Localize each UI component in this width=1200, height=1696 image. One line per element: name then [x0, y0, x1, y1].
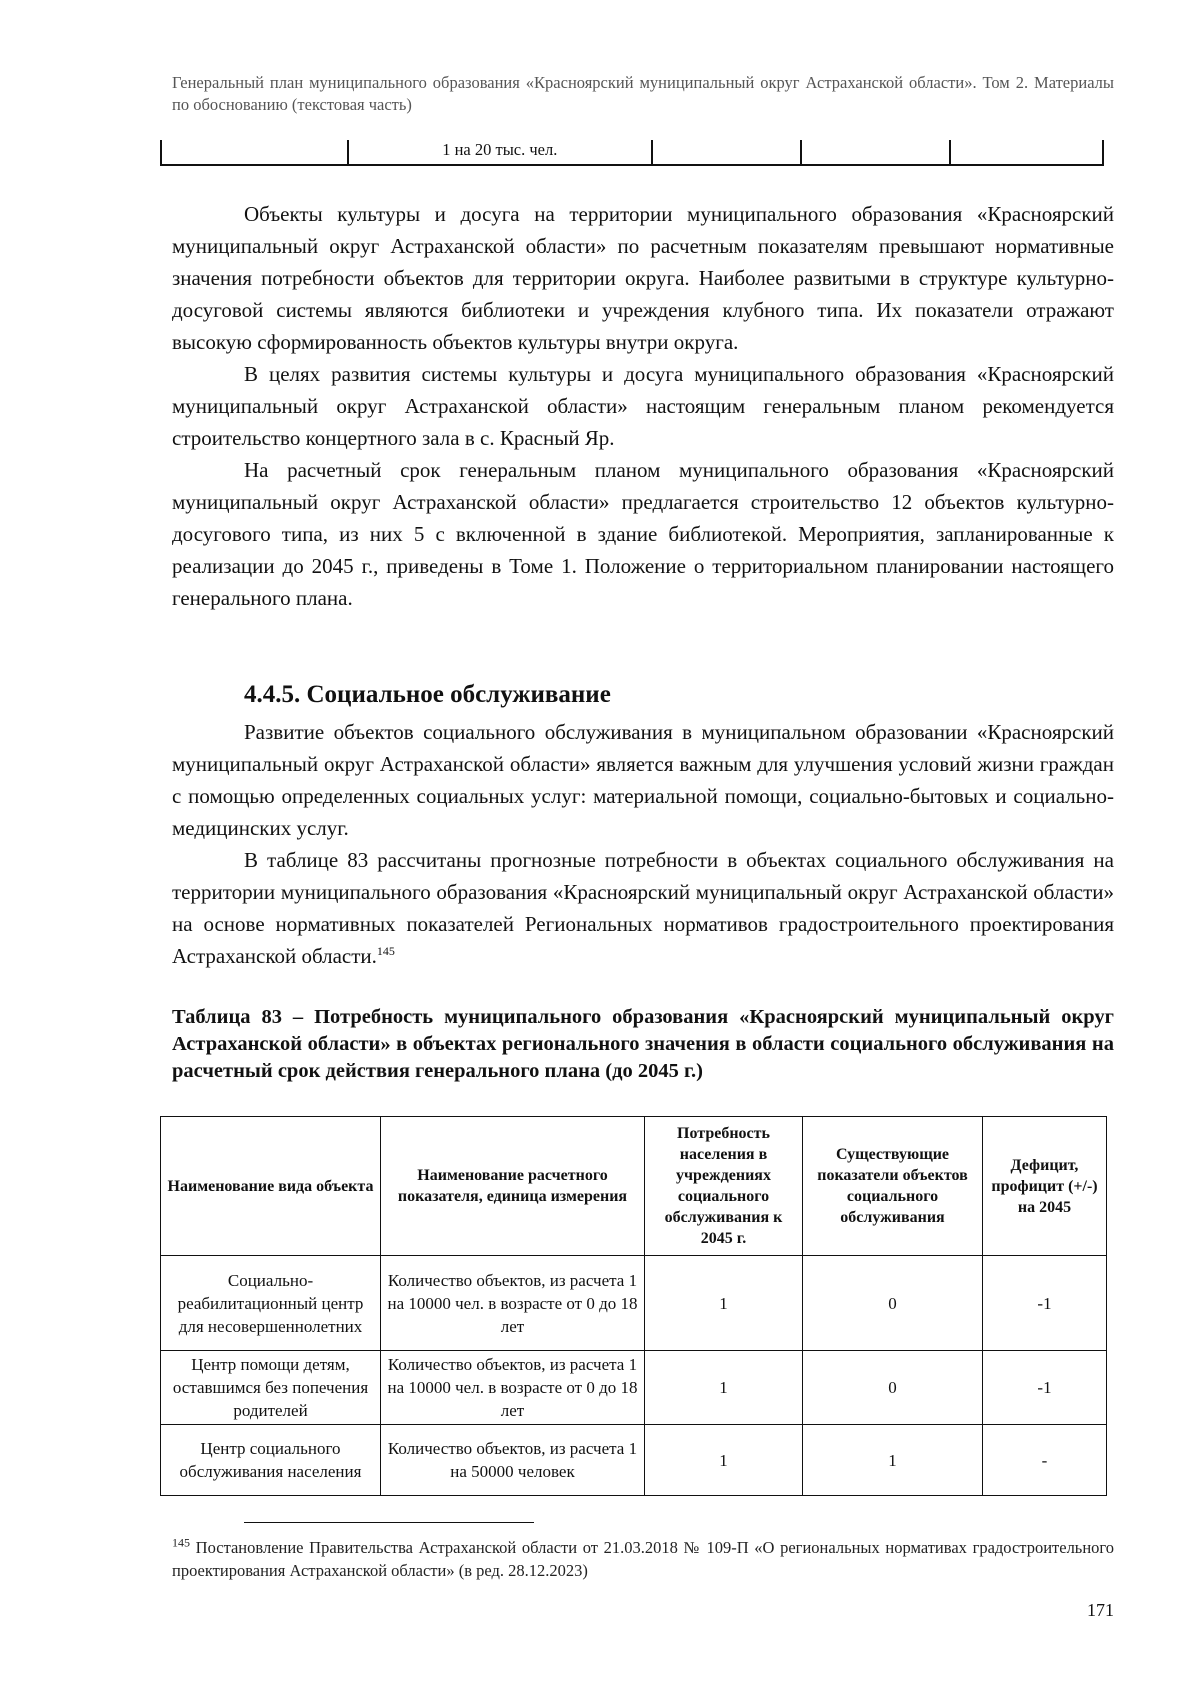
table-cell	[652, 140, 801, 165]
column-header: Дефицит, профицит (+/-) на 2045	[983, 1117, 1107, 1256]
body-paragraph	[172, 844, 1114, 972]
footnote	[172, 1536, 1114, 1582]
column-header: Потребность населения в учреждениях социального обслуживания к 2045 г.	[645, 1117, 803, 1256]
table-cell: Центр социального обслуживания населения	[161, 1425, 381, 1496]
body-paragraph: Развитие объектов социального обслуживания в муниципальном образовании «Красноярский муниципальный округ Астраханской области» является важным для улучшения условий жизни граждан с помощью определенных социальных услуг: материальной помощи, социально-бытовых и социально-медицинских услуг.	[172, 720, 1114, 840]
table-cell: Количество объектов, из расчета 1 на 50000 человек	[381, 1425, 645, 1496]
body-paragraph: Объекты культуры и досуга на территории муниципального образования «Красноярский муниципальный округ Астраханской области» по расчетным показателям превышают нормативные значения потребности объектов для территории округа. Наиболее развитыми в структуре культурно-досуговой системы являются библиотеки и учреждения клубного типа. Их показатели отражают высокую сформированность объектов культуры внутри округа.	[172, 202, 1114, 354]
footnote-reference[interactable]: 145	[376, 944, 395, 958]
table-cell	[161, 140, 348, 165]
table-cell: Центр помощи детям, оставшимся без попечения родителей	[161, 1351, 381, 1425]
footnote-divider	[244, 1522, 534, 1523]
table-cell	[801, 140, 951, 165]
table-cell: 1	[645, 1256, 803, 1351]
body-paragraph: На расчетный срок генеральным планом муниципального образования «Красноярский муниципальный округ Астраханской области» предлагается строительство 12 объектов культурно-досугового типа, из них 5 с включенной в здание библиотекой. Мероприятия, запланированные к реализации до 2045 г., приведены в Томе 1. Положение о территориальном планировании настоящего генерального плана.	[172, 458, 1114, 610]
table-cell: -1	[983, 1256, 1107, 1351]
table-continuation	[160, 140, 1104, 166]
running-header: Генеральный план муниципального образования «Красноярский муниципальный округ Астраханской области». Том 2. Материалы по обоснованию (текстовая часть)	[172, 73, 1114, 114]
social-section-body	[172, 716, 1114, 972]
table-cell: 0	[803, 1351, 983, 1425]
table-header-row	[161, 1117, 1107, 1256]
body-paragraph: В целях развития системы культуры и досуга муниципального образования «Красноярский муниципальный округ Астраханской области» настоящим генеральным планом рекомендуется строительство концертного зала в с. Красный Яр.	[172, 362, 1114, 450]
table-cell	[950, 140, 1103, 165]
column-header: Наименование расчетного показателя, единица измерения	[381, 1117, 645, 1256]
table-cell: -1	[983, 1351, 1107, 1425]
body-paragraph-text: В таблице 83 рассчитаны прогнозные потребности в объектах социального обслуживания на территории муниципального образования «Красноярский муниципальный округ Астраханской области» на основе нормативных показателей Региональных нормативов градостроительного проектирования Астраханской области.	[172, 848, 1114, 968]
table-cell: Количество объектов, из расчета 1 на 10000 чел. в возрасте от 0 до 18 лет	[381, 1351, 645, 1425]
column-header: Существующие показатели объектов социального обслуживания	[803, 1117, 983, 1256]
table-cell: 1	[803, 1425, 983, 1496]
table-row	[161, 1425, 1107, 1496]
table-caption: Таблица 83 – Потребность муниципального образования «Красноярский муниципальный округ Астраханской области» в объектах регионального значения в области социального обслуживания на расчетный срок действия генерального плана (до 2045 г.)	[172, 1006, 1114, 1082]
table-cell: 0	[803, 1256, 983, 1351]
culture-section-body	[172, 198, 1114, 614]
table-cell: 1	[645, 1425, 803, 1496]
table-cell: Количество объектов, из расчета 1 на 10000 чел. в возрасте от 0 до 18 лет	[381, 1256, 645, 1351]
column-header: Наименование вида объекта	[161, 1117, 381, 1256]
table-cell: Социально-реабилитационный центр для несовершеннолетних	[161, 1256, 381, 1351]
table-cell: 1 на 20 тыс. чел.	[348, 140, 652, 165]
table-row	[161, 1351, 1107, 1425]
social-services-table	[160, 1116, 1107, 1496]
section-heading: 4.4.5. Социальное обслуживание	[244, 681, 611, 708]
footnote-text: Постановление Правительства Астраханской области от 21.03.2018 № 109-П «О региональных нормативах градостроительного проектирования Астраханской области» (в ред. 28.12.2023)	[172, 1538, 1115, 1580]
page-number: 171	[1087, 1600, 1114, 1620]
table-cell: -	[983, 1425, 1107, 1496]
table-row	[161, 1256, 1107, 1351]
footnote-number: 145	[172, 1535, 190, 1550]
table-cell: 1	[645, 1351, 803, 1425]
